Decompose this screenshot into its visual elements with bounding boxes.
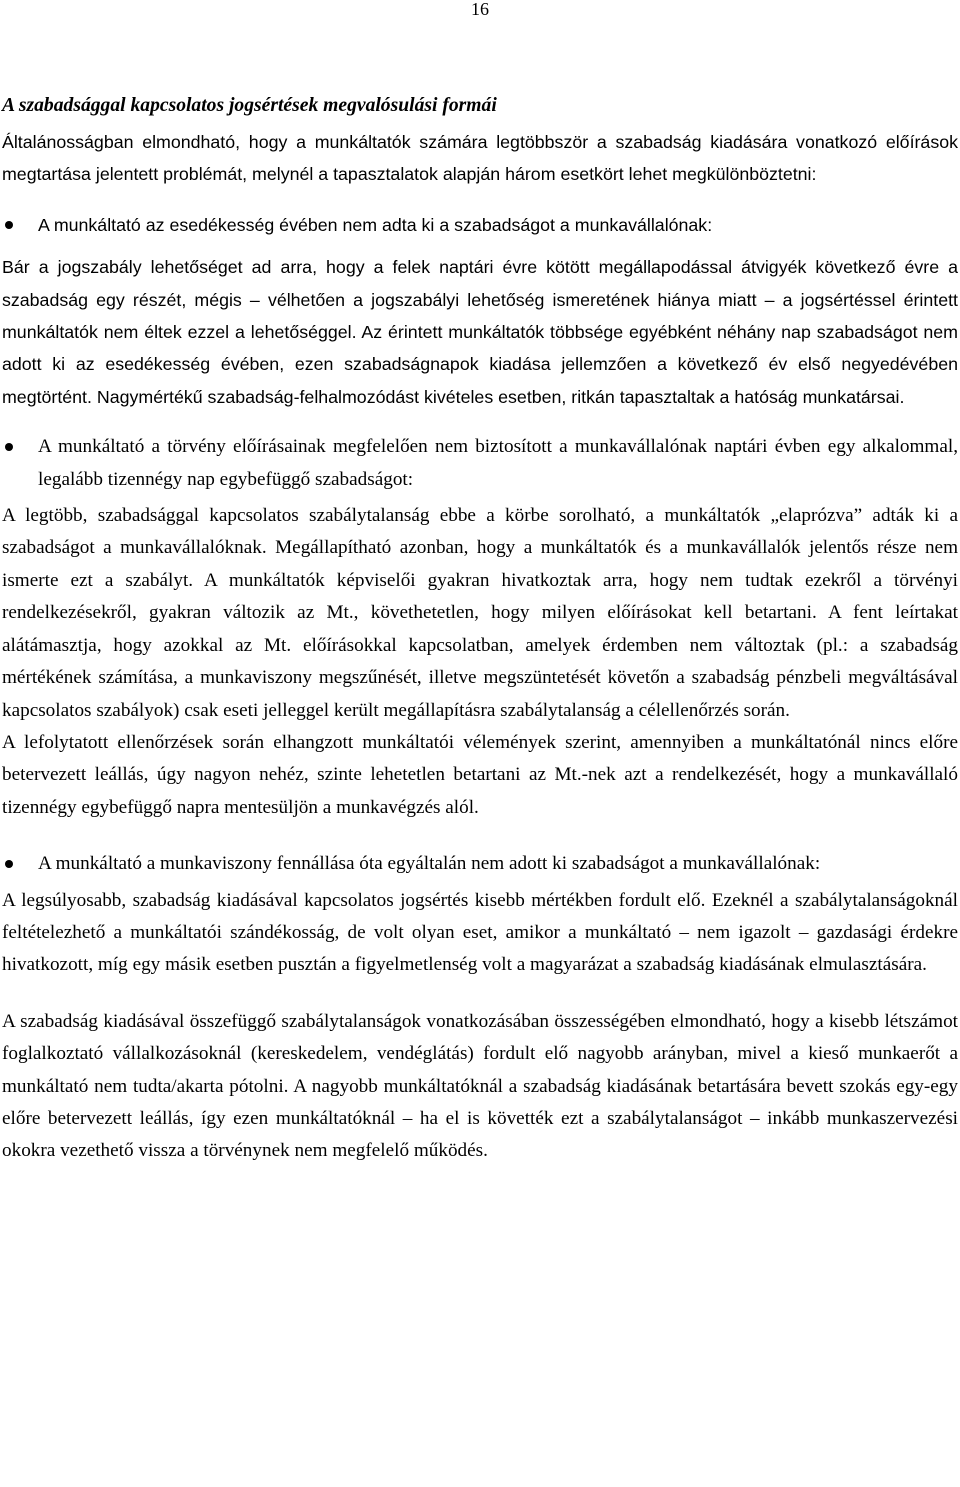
document-body bbox=[2, 90, 958, 1168]
case-1-paragraph: Bár a jogszabály lehetőséget ad arra, hogy a felek naptári évre kötött megállapodással átvigyék következő évre a szabadság egy részét, mégis – vélhetően a jogszabályi lehetőség ismeretének hiánya miatt – a jogsértéssel érintett munkáltatók nem éltek ezzel a lehetőséggel. Az érintett munkáltatók többsége egyébként néhány nap szabadságot nem adott ki az esedékesség évében, ezen szabadságnapok kiadása jellemzően a következő év első negyedévében megtörtént. Nagymértékű szabadság-felhalmozódást kivételes esetben, ritkán tapasztaltak a hatóság munkatársai. bbox=[2, 257, 958, 407]
case-2-paragraph-2: A lefolytatott ellenőrzések során elhangzott munkáltatói vélemények szerint, amennyiben a munkáltatónál nincs előre betervezett leállás, úgy nagyon nehéz, szinte lehetetlen betartani az Mt.-nek azt a rendelkezését, hogy a munkavállaló tizennégy egybefüggő napra mentesüljön a munkavégzés alól. bbox=[2, 731, 958, 818]
case-bullet-3-text: A munkáltató a munkaviszony fennállása óta egyáltalán nem adott ki szabadságot a munkavállalónak: bbox=[38, 853, 821, 875]
conclusion-paragraph: A szabadság kiadásával összefüggő szabálytalanságok vonatkozásában összességében elmondható, hogy a kisebb létszámot foglalkoztató vállalkozásoknál (kereskedelem, vendéglátás) fordult elő nagyobb arányban, mivel a kieső munkaerőt a munkáltató nem tudta/akarta pótolni. A nagyobb munkáltatóknál a szabadság kiadásának betartására bevett szokás egy-egy előre betervezett leállás, így ezen munkáltatóknál – ha el is követték ezt a szabálytalanságot – inkább munkaszervezési okokra vezethető vissza a törvénynek nem megfelelő működés. bbox=[2, 1010, 958, 1162]
case-bullet-3 bbox=[2, 848, 958, 880]
case-bullet-1 bbox=[2, 209, 958, 241]
case-bullet-2-text: A munkáltató a törvény előírásainak megfelelően nem biztosított a munkavállalónak naptári évben egy alkalommal, legalább tizennégy nap egybefüggő szabadságot: bbox=[38, 436, 958, 490]
page-number: 16 bbox=[471, 0, 489, 19]
bullet-dot-icon bbox=[5, 860, 13, 868]
bullet-dot-icon bbox=[5, 443, 13, 451]
intro-paragraph: Általánosságban elmondható, hogy a munkáltatók számára legtöbbször a szabadság kiadására vonatkozó előírások megtartása jelentett problémát, melynél a tapasztalatok alapján három esetkört lehet megkülönböztetni: bbox=[2, 132, 958, 185]
section-title: A szabadsággal kapcsolatos jogsértések megvalósulási formái bbox=[2, 95, 497, 116]
case-2-paragraph-1: A legtöbb, szabadsággal kapcsolatos szabálytalanság ebbe a körbe sorolható, a munkáltatók „elaprózva” adták ki a szabadságot a munkavállalóknak. Megállapítható azonban, hogy a munkáltatók és a munkavállalók jelentős része nem ismerte ezt a szabályt. A munkáltatók képviselői gyakran hivatkoztak arra, hogy nem tudtak ezekről a törvényi rendelkezésekről, gyakran változik az Mt., követhetetlen, hogy milyen előírásokat kell betartani. A fent leírtakat alátámasztja, hogy azokkal az Mt. előírásokkal kapcsolatban, amelyek érdemben nem változtak (pl.: a szabadság mértékének számítása, a munkaviszony megszűnését, illetve megszüntetését követőn a szabadság pénzbeli megváltásával kapcsolatos szabályok) csak eseti jelleggel került megállapításra szabálytalanság a célellenőrzés során. bbox=[2, 505, 958, 721]
case-3-paragraph: A legsúlyosabb, szabadság kiadásával kapcsolatos jogsértés kisebb mértékben fordult elő. Ezeknél a szabálytalanságoknál feltételezhető a munkáltatói szándékosság, de volt olyan eset, amikor a munkáltató – nem igazolt – gazdasági érdekre hivatkozott, míg egy másik esetben pusztán a figyelmetlenség volt a magyarázat a szabadság kiadásának elmulasztására. bbox=[2, 889, 958, 976]
case-bullet-1-text: A munkáltató az esedékesség évében nem adta ki a szabadságot a munkavállalónak: bbox=[38, 214, 713, 235]
case-bullet-2 bbox=[2, 431, 958, 496]
bullet-dot-icon bbox=[5, 221, 13, 229]
